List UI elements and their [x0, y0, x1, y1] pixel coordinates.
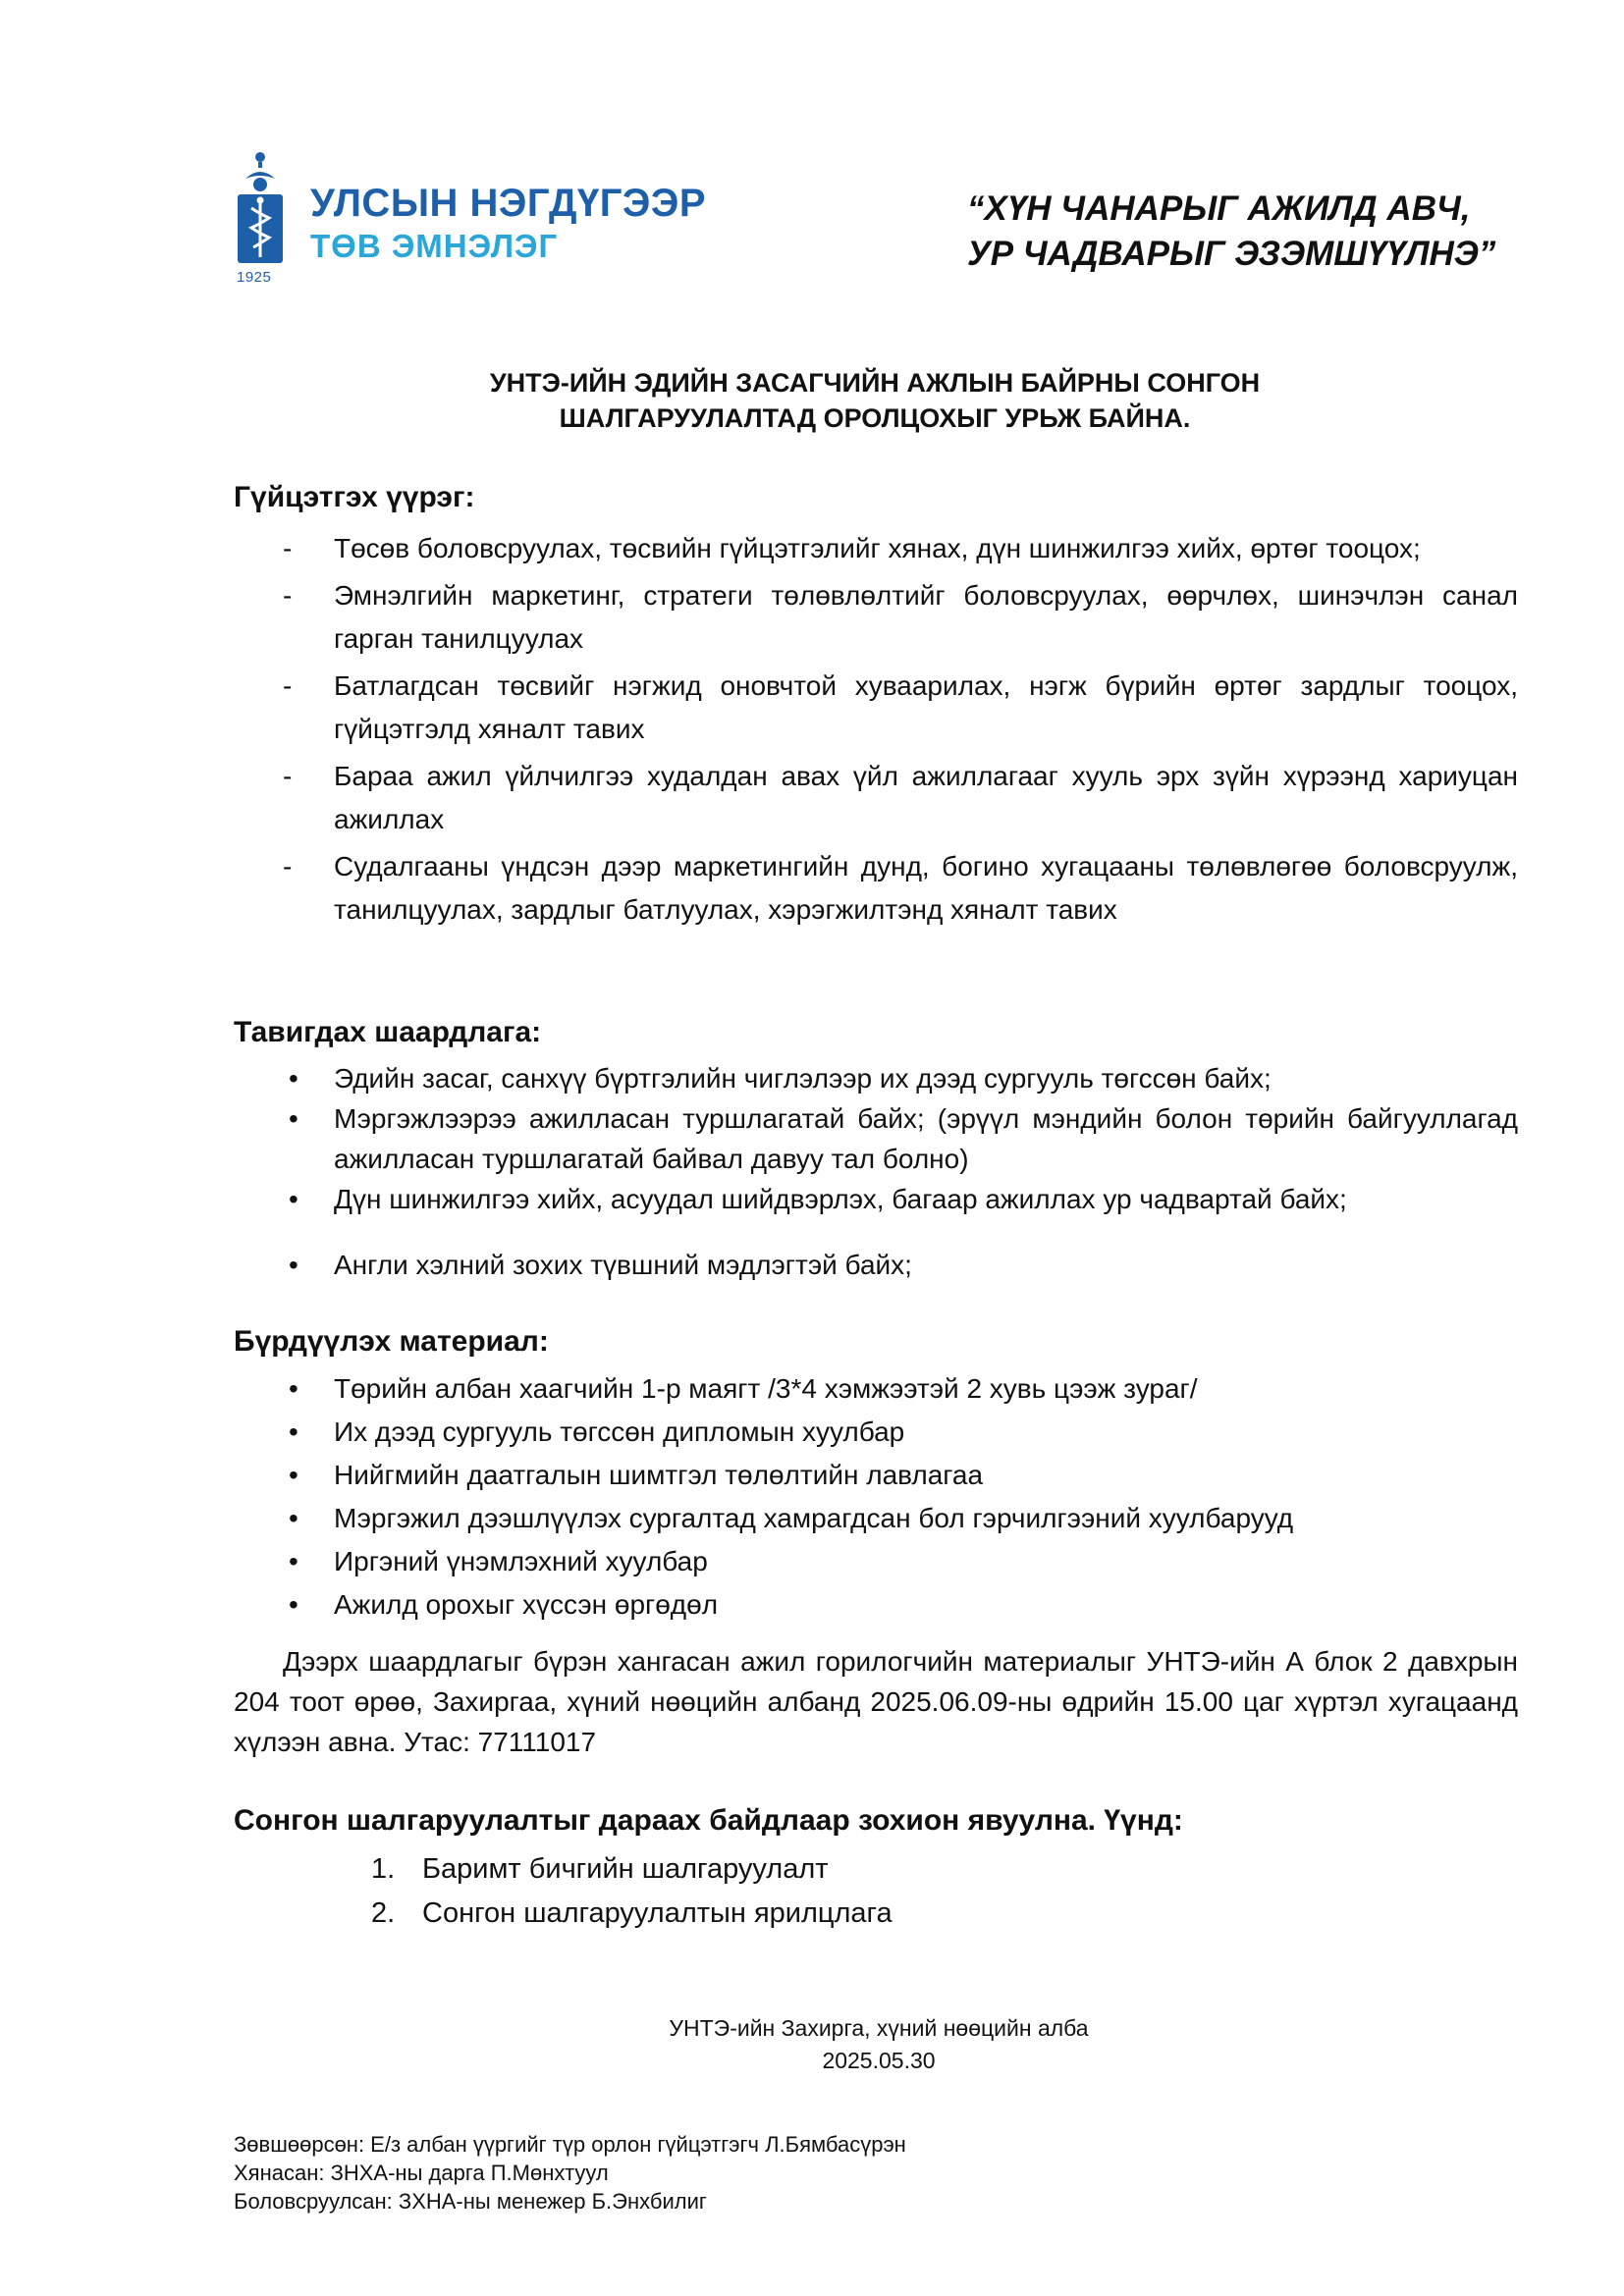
list-item — [234, 574, 1518, 661]
duty-text: Бараа ажил үйлчилгээ худалдан авах үйл ажиллагааг хууль эрх зүйн хүрээнд хариуцан ажиллах — [334, 761, 1518, 834]
list-item — [234, 845, 1518, 932]
document-title — [232, 365, 1518, 436]
material-text: Мэргэжил дээшлүүлэх сургалтад хамрагдсан бол гэрчилгээний хуулбарууд — [334, 1503, 1294, 1533]
list-item — [234, 1892, 893, 1936]
bullet-marker: • — [289, 1589, 298, 1620]
list-item — [234, 755, 1518, 841]
list-item — [234, 1847, 893, 1892]
requirement-text: Дүн шинжилгээ хийх, асуудал шийдвэрлэх, багаар ажиллах ур чадвартай байх; — [334, 1184, 1347, 1214]
step-text: Сонгон шалгаруулалтын ярилцлага — [422, 1897, 893, 1929]
motto — [967, 187, 1576, 277]
materials-list — [234, 1367, 1518, 1627]
requirement-text: Мэргэжлээрээ ажилласан туршлагатай байх; (эрүүл мэндийн болон төрийн байгууллагад ажилласан туршлагатай байвал давуу тал болно) — [334, 1103, 1518, 1174]
selection-heading: Сонгон шалгаруулалтыг дараах байдлаар зохион явуулна. Үүнд: — [234, 1804, 1183, 1837]
title-line2: ШАЛГАРУУЛАЛТАД ОРОЛЦОХЫГ УРЬЖ БАЙНА. — [559, 403, 1191, 433]
duties-list — [234, 527, 1518, 935]
submission-paragraph: Дээрх шаардлагыг бүрэн хангасан ажил горилогчийн материалыг УНТЭ-ийн А блок 2 давхрын 204 тоот өрөө, Захиргаа, хүний нөөцийн албанд 2025.06.09-ны өдрийн 15.00 цаг хүртэл хугацаанд хүлээн авна. Утас: 77111017 — [234, 1646, 1518, 1757]
step-text: Баримт бичгийн шалгаруулалт — [422, 1853, 829, 1885]
material-text: Нийгмийн даатгалын шимтгэл төлөлтийн лавлагаа — [334, 1460, 984, 1490]
list-item — [234, 665, 1518, 751]
selection-steps — [234, 1847, 893, 1936]
bullet-marker: • — [289, 1546, 298, 1576]
issuer-org: УНТЭ-ийн Захирга, хүний нөөцийн алба — [669, 2015, 1089, 2041]
issue-date: 2025.05.30 — [822, 2048, 936, 2073]
approved-by: Зөвшөөрсөн: Е/з албан үүргийг түр орлон гүйцэтгэгч Л.Бямбасүрэн — [234, 2132, 906, 2157]
title-line1: УНТЭ-ИЙН ЭДИЙН ЗАСАГЧИЙН АЖЛЫН БАЙРНЫ СОНГОН — [489, 368, 1261, 398]
duty-text: Батлагдсан төсвийг нэгжид оновчтой хуваарилах, нэгж бүрийн өртөг зардлыг тооцох, гүйцэтгэлд хяналт тавих — [334, 670, 1518, 744]
material-text: Их дээд сургууль төгссөн дипломын хуулбар — [334, 1416, 905, 1447]
list-item — [234, 1179, 1518, 1219]
material-text: Ажилд орохыг хүссэн өргөдөл — [334, 1589, 719, 1620]
list-item — [234, 1098, 1518, 1179]
list-item — [234, 1497, 1518, 1540]
bullet-marker: • — [289, 1103, 298, 1134]
list-item — [234, 527, 1518, 570]
hospital-logo — [232, 149, 742, 287]
duties-heading: Гүйцэтгэх үүрэг: — [234, 481, 475, 513]
list-item — [234, 1245, 1518, 1285]
duty-text: Төсөв боловсруулах, төсвийн гүйцэтгэлийг хянах, дүн шинжилгээ хийх, өртөг тооцох; — [334, 533, 1421, 563]
dash-marker: - — [283, 670, 293, 701]
duty-text: Судалгааны үндсэн дээр маркетингийн дунд, богино хугацааны төлөвлөгөө боловсруулж, танилцуулах, зардлыг батлуулах, хэрэгжилтэнд хяналт тавих — [334, 851, 1518, 925]
requirement-text: Англи хэлний зохих түвшний мэдлэгтэй байх; — [334, 1250, 912, 1280]
dash-marker: - — [283, 533, 293, 563]
approvals-block — [234, 2130, 906, 2216]
step-number: 1. — [371, 1853, 396, 1885]
list-item — [234, 1454, 1518, 1497]
bullet-marker: • — [289, 1184, 298, 1214]
requirement-text: Эдийн засаг, санхүү бүртгэлийн чиглэлээр их дээд сургууль төгссөн байх; — [334, 1063, 1272, 1094]
step-number: 2. — [371, 1897, 396, 1929]
soyombo-emblem-icon — [232, 149, 289, 287]
dash-marker: - — [283, 761, 293, 791]
dash-marker: - — [283, 580, 293, 611]
materials-heading: Бүрдүүлэх материал: — [234, 1325, 549, 1358]
bullet-marker: • — [289, 1373, 298, 1404]
bullet-marker: • — [289, 1503, 298, 1533]
requirements-list — [234, 1058, 1518, 1285]
list-item — [234, 1583, 1518, 1627]
dash-marker: - — [283, 851, 293, 881]
logo-year: 1925 — [237, 269, 272, 286]
motto-line1: “ХҮН ЧАНАРЫГ АЖИЛД АВЧ, — [967, 189, 1471, 228]
list-item — [234, 1540, 1518, 1583]
logo-name-line1: УЛСЫН НЭГДҮГЭЭР — [310, 182, 707, 225]
requirements-heading: Тавигдах шаардлага: — [234, 1016, 542, 1048]
reviewed-by: Хянасан: ЗНХА-ны дарга П.Мөнхтуул — [234, 2161, 609, 2185]
motto-line2: УР ЧАДВАРЫГ ЭЗЭМШҮҮЛНЭ” — [967, 235, 1496, 273]
list-item — [234, 1367, 1518, 1411]
material-text: Иргэний үнэмлэхний хуулбар — [334, 1546, 708, 1576]
bullet-marker: • — [289, 1416, 298, 1447]
list-item — [234, 1058, 1518, 1098]
issuer-block — [579, 2012, 1178, 2077]
prepared-by: Боловсруулсан: ЗХНА-ны менежер Б.Энхбилиг — [234, 2189, 707, 2214]
list-item — [234, 1411, 1518, 1454]
logo-name-line2: ТӨВ ЭМНЭЛЭГ — [310, 228, 559, 264]
material-text: Төрийн албан хаагчийн 1-р маягт /3*4 хэмжээтэй 2 хувь цээж зураг/ — [334, 1373, 1198, 1404]
bullet-marker: • — [289, 1063, 298, 1094]
bullet-marker: • — [289, 1460, 298, 1490]
duty-text: Эмнэлгийн маркетинг, стратеги төлөвлөлтийг боловсруулах, өөрчлөх, шинэчлэн санал гарган танилцуулах — [334, 580, 1518, 654]
bullet-marker: • — [289, 1250, 298, 1280]
